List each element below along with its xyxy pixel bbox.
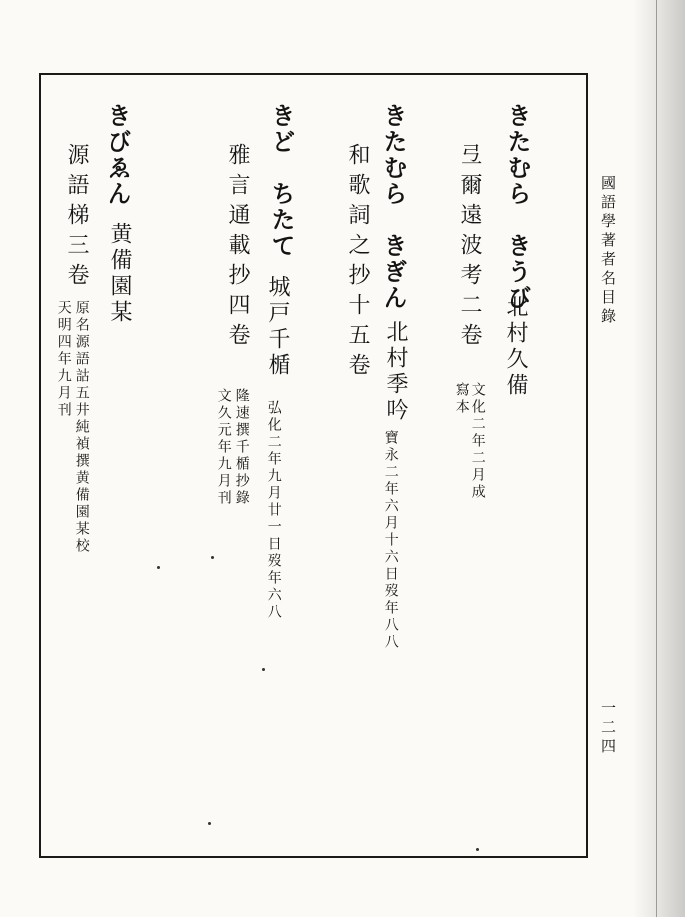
entry-author: 北村季吟 [383,320,408,424]
entry-title: 和歌詞之抄十五卷 [345,143,370,383]
entry-note: 天明四年九月刊 [55,300,72,419]
entry-sub-note: 文久元年九月刊 [215,388,232,507]
entry-reading: きど ちたて [267,103,295,259]
page-number: 一二四 [599,700,617,757]
scan-speck [262,668,265,671]
entry-title: 弖爾遠波考二卷 [457,143,482,353]
entry-author: 黄備園某 [107,222,132,326]
binding-shadow [633,0,685,917]
entry-reading: きたむら きぎん [379,103,407,311]
page-edge-line [656,0,657,917]
scan-speck [476,848,479,851]
entry-note: 原名源語詁五井純禎撰黄備園某校 [73,300,90,555]
entry-author: 北村久備 [503,295,528,399]
entry-title: 雅言通載抄四卷 [225,143,250,353]
entry-note: 文化二年二月成 [469,382,486,501]
entry-reading: きたむら きうび [503,103,531,311]
entry-reading: きびゑん [103,103,131,207]
entry-note: 寫本 [453,382,470,416]
scan-speck [211,556,214,559]
entry-note: 弘化二年九月廿一日歿年六八 [265,400,282,621]
entry-sub-note: 隆速撰千楯抄錄 [233,388,250,507]
running-title: 國語學著者名目錄 [599,175,617,327]
entry-author: 城戸千楯 [265,275,290,379]
scan-speck [208,822,211,825]
entry-note: 寶永二年六月十六日歿年八八 [382,430,399,651]
scan-speck [157,566,160,569]
entry-title: 源語梯三卷 [64,143,89,293]
